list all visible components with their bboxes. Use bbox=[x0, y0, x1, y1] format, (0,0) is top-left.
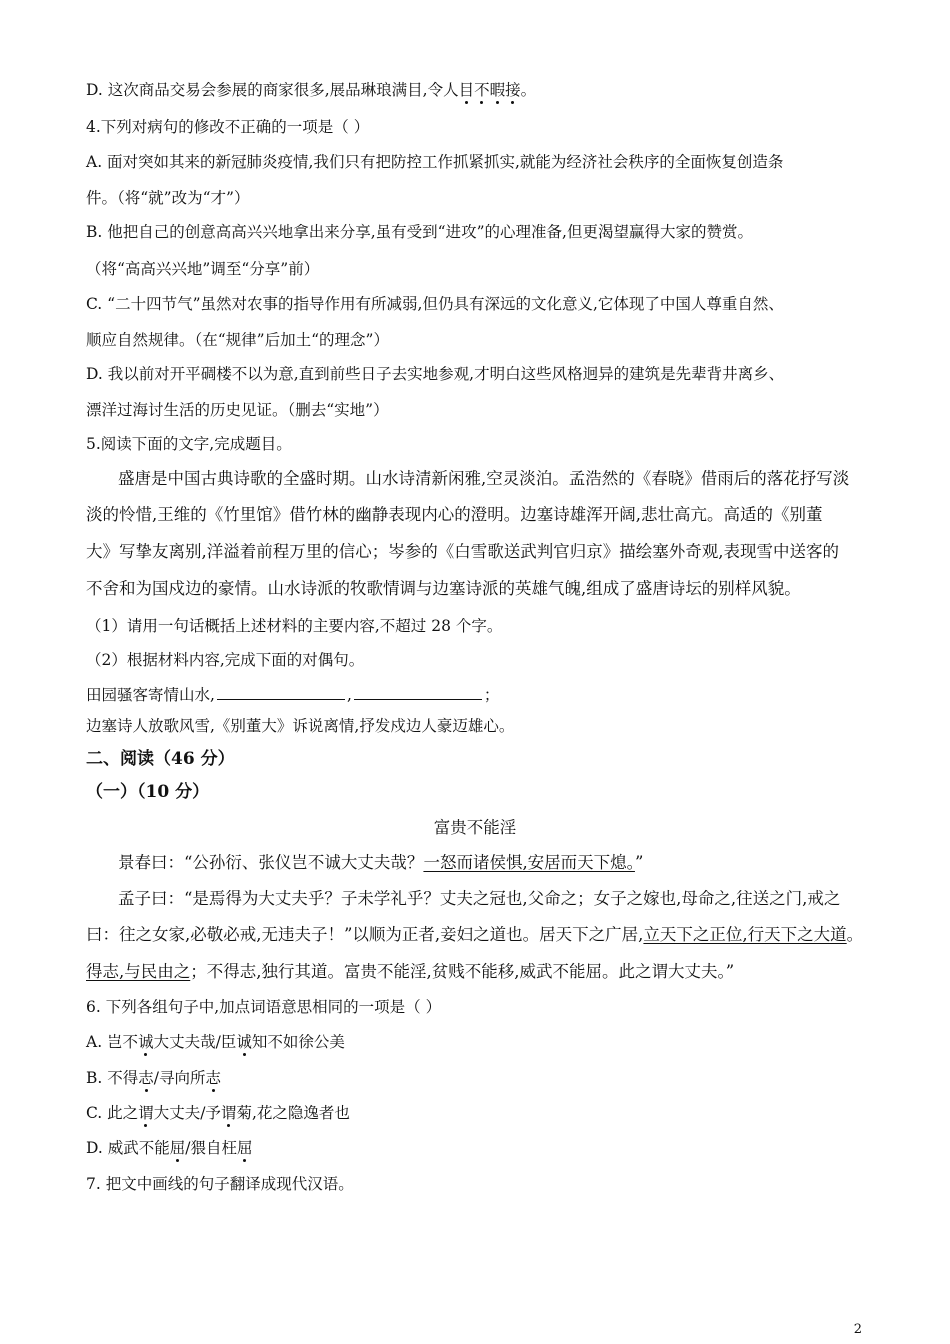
section-heading: 二、阅读（46 分） bbox=[86, 749, 235, 769]
dotted-char: 屈 bbox=[236, 1139, 253, 1157]
passage-line1: 景春曰：“公孙衍、张仪岂不诚大丈夫哉？一怒而诸侯惧,安居而天下熄。” bbox=[118, 853, 644, 872]
q5-passage-line2: 淡的怜惜,王维的《竹里馆》借竹林的幽静表现内心的澄明。边塞诗雄浑开阔,悲壮高亢。高适的《别董 bbox=[86, 505, 823, 524]
page-number: 2 bbox=[853, 1322, 862, 1337]
q5-stem: 5.阅读下面的文字,完成题目。 bbox=[86, 435, 292, 453]
q5-passage-line3: 大》写挚友离别,洋溢着前程万里的信心；岑参的《白雪歌送武判官归京》描绘塞外奇观,表现雪中送客的 bbox=[86, 542, 839, 561]
q5-passage-line4: 不舍和为国戍边的豪情。山水诗派的牧歌情调与边塞诗派的英雄气魄,组成了盛唐诗坛的别样风貌。 bbox=[86, 579, 801, 598]
q6-option-a: A. 岂不诚大丈夫哉/臣诚知不如徐公美 bbox=[86, 1033, 345, 1051]
q6-option-c: C. 此之谓大丈夫/予谓菊,花之隐逸者也 bbox=[86, 1104, 350, 1122]
q4-option-d-line1: D. 我以前对开平碉楼不以为意,直到前些日子去实地参观,才明白这些风格迥异的建筑是先辈背井离乡、 bbox=[86, 365, 785, 383]
q3-option-d-text: D. 这次商品交易会参展的商家很多,展品琳琅满目,令人 bbox=[86, 81, 459, 99]
q6-option-d: D. 威武不能屈/猥自枉屈 bbox=[86, 1139, 253, 1157]
dotted-char: 谓 bbox=[220, 1104, 237, 1122]
underlined-sentence: 立天下之正位,行天下之大道 bbox=[643, 925, 847, 944]
dotted-char: 目 bbox=[458, 81, 475, 99]
dotted-char: 志 bbox=[205, 1069, 222, 1087]
q5-passage-line1: 盛唐是中国古典诗歌的全盛时期。山水诗清新闲雅,空灵淡泊。孟浩然的《春晓》借雨后的落花抒写淡 bbox=[118, 469, 850, 488]
q4-option-d-line2: 漂洋过海讨生活的历史见证。（删去“实地”） bbox=[86, 401, 389, 419]
dotted-char: 不 bbox=[474, 81, 490, 99]
q4-option-b-line1: B. 他把自己的创意高高兴兴地拿出来分享,虽有受到“进攻”的心理准备,但更渴望赢得大家的赞赏。 bbox=[86, 223, 753, 241]
q7-stem: 7. 把文中画线的句子翻译成现代汉语。 bbox=[86, 1175, 354, 1193]
q5-subquestion-1: （1）请用一句话概括上述材料的主要内容,不超过 28 个字。 bbox=[86, 617, 503, 635]
q6-option-b: B. 不得志/寻向所志 bbox=[86, 1069, 222, 1087]
dotted-char: 屈 bbox=[169, 1139, 186, 1157]
underlined-sentence: 得志,与民由之 bbox=[86, 962, 191, 981]
q4-option-b-line2: （将“高高兴兴地”调至“分享”前） bbox=[86, 260, 320, 278]
dotted-char: 谓 bbox=[138, 1104, 154, 1122]
passage-line3: 曰：往之女家,必敬必戒,无违夫子！”以顺为正者,妾妇之道也。居天下之广居,立天下之正位,行天下之大道。 bbox=[86, 925, 864, 944]
dotted-char: 诚 bbox=[138, 1033, 154, 1051]
passage-title: 富贵不能淫 bbox=[433, 818, 517, 837]
answer-blank[interactable] bbox=[217, 684, 345, 700]
dotted-char: 诚 bbox=[236, 1033, 252, 1051]
subsection-heading: （一）（10 分） bbox=[86, 782, 210, 802]
dotted-char: 暇 bbox=[489, 81, 506, 99]
q4-option-a-line2: 件。（将“就”改为“才”） bbox=[86, 189, 250, 207]
dotted-char: 接 bbox=[505, 81, 521, 99]
q6-stem: 6. 下列各组句子中,加点词语意思相同的一项是（ ） bbox=[86, 998, 442, 1016]
passage-line2: 孟子曰：“是焉得为大丈夫乎？子未学礼乎？丈夫之冠也,父命之；女子之嫁也,母命之,往送之门,戒之 bbox=[118, 889, 841, 908]
q4-option-c-line2: 顺应自然规律。（在“规律”后加土“的理念”） bbox=[86, 331, 389, 349]
q4-option-c-line1: C. “二十四节气”虽然对农事的指导作用有所减弱,但仍具有深远的文化意义,它体现了中国人尊重自然、 bbox=[86, 295, 784, 313]
q4-stem: 4.下列对病句的修改不正确的一项是（ ） bbox=[86, 118, 370, 136]
q5-subquestion-2: （2）根据材料内容,完成下面的对偶句。 bbox=[86, 651, 365, 669]
q5-couplet-line2: 边塞诗人放歌风雪,《别董大》诉说离情,抒发戍边人豪迈雄心。 bbox=[86, 717, 515, 735]
underlined-sentence: 一怒而诸侯惧,安居而天下熄。 bbox=[423, 853, 635, 872]
passage-line4: 得志,与民由之；不得志,独行其道。富贵不能淫,贫贱不能移,威武不能屈。此之谓大丈夫。” bbox=[86, 962, 735, 981]
q4-option-a-line1: A. 面对突如其来的新冠肺炎疫情,我们只有把防控工作抓紧抓实,就能为经济社会秩序的全面恢复创造条 bbox=[86, 153, 784, 171]
q3-option-d: D. 这次商品交易会参展的商家很多,展品琳琅满目,令人目不暇接。 bbox=[86, 81, 537, 99]
answer-blank[interactable] bbox=[354, 684, 482, 700]
dotted-char: 志 bbox=[138, 1069, 154, 1087]
q5-couplet-line1: 田园骚客寄情山水, , ； bbox=[86, 686, 500, 704]
